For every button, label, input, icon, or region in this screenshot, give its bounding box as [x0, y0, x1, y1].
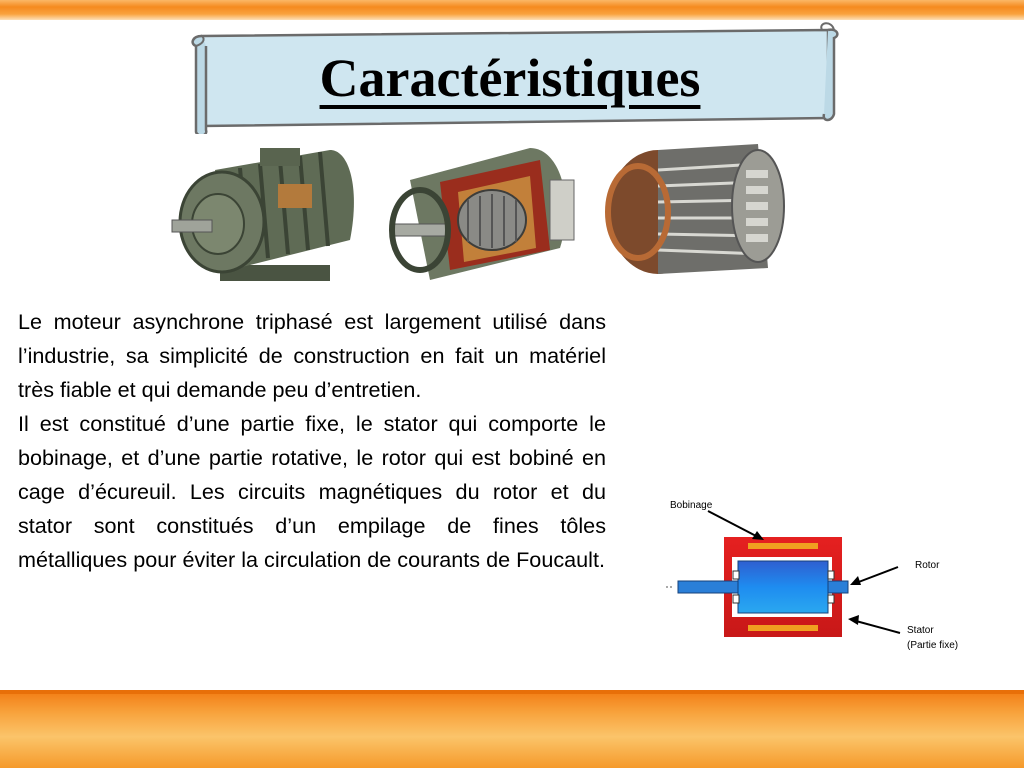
label-stator-sub: (Partie fixe)	[907, 640, 959, 651]
motor-exterior-image	[160, 130, 375, 290]
label-stator: Stator	[907, 625, 934, 636]
winding-top	[748, 543, 818, 549]
rotor-body	[738, 561, 828, 613]
paragraph-structure: Il est constitué d’une partie fixe, le stator qui comporte le bobinage, et d’une partie rotative, le rotor qui est bobiné en cage d’écureuil. Les circuits magnétiques du rotor et du stator sont constitués d’un empilage de fines tôles métalliques pour éviter la circulation de courants de Foucault.	[18, 411, 606, 572]
motor-diagram	[660, 495, 970, 660]
label-rotor: Rotor	[915, 560, 940, 571]
slide-title: Caractéristiques	[319, 48, 701, 108]
bottom-orange-band	[0, 690, 1024, 768]
body-text	[18, 305, 606, 577]
label-bobinage: Bobinage	[670, 500, 713, 511]
motor-cutaway-image	[380, 130, 580, 290]
motor-stator-image	[598, 130, 793, 290]
paragraph-intro: Le moteur asynchrone triphasé est largement utilisé dans l’industrie, sa simplicité de construction en fait un matériel très fiable et qui demande peu d’entretien.	[18, 309, 606, 402]
top-orange-band	[0, 0, 1024, 20]
winding-bottom	[748, 625, 818, 631]
title-scroll-banner	[188, 22, 840, 134]
